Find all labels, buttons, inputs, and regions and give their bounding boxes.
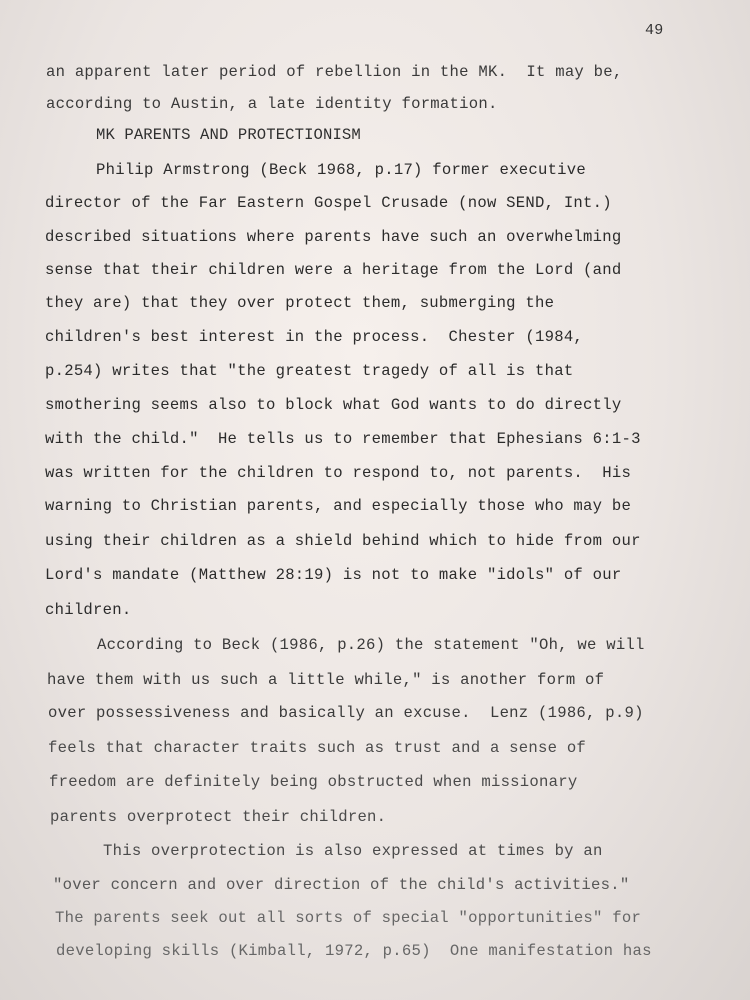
text-line: "over concern and over direction of the child's activities." <box>53 876 630 894</box>
text-line: over possessiveness and basically an excuse. Lenz (1986, p.9) <box>48 704 644 722</box>
text-line: developing skills (Kimball, 1972, p.65) One manifestation has <box>56 942 652 960</box>
text-line: This overprotection is also expressed at times by an <box>103 842 603 860</box>
text-line: children's best interest in the process. Chester (1984, <box>45 328 584 346</box>
text-line: According to Beck (1986, p.26) the statement "Oh, we will <box>97 636 645 654</box>
text-line: with the child." He tells us to remember that Ephesians 6:1-3 <box>45 430 641 448</box>
section-heading: MK PARENTS AND PROTECTIONISM <box>96 126 361 144</box>
text-line: they are) that they over protect them, submerging the <box>45 294 555 312</box>
text-line: The parents seek out all sorts of special "opportunities" for <box>55 909 642 927</box>
text-line: Lord's mandate (Matthew 28:19) is not to make "idols" of our <box>45 566 622 584</box>
text-line: was written for the children to respond to, not parents. His <box>45 464 632 482</box>
text-line: smothering seems also to block what God wants to do directly <box>45 396 622 414</box>
text-line: p.254) writes that "the greatest tragedy of all is that <box>45 362 574 380</box>
text-line: director of the Far Eastern Gospel Crusade (now SEND, Int.) <box>45 194 612 212</box>
text-line: freedom are definitely being obstructed when missionary <box>49 773 578 791</box>
text-line: according to Austin, a late identity formation. <box>46 95 498 113</box>
text-line: sense that their children were a heritage from the Lord (and <box>45 261 622 279</box>
text-line: parents overprotect their children. <box>50 808 387 826</box>
text-line: an apparent later period of rebellion in the MK. It may be, <box>46 63 623 81</box>
page-number: 49 <box>645 22 664 39</box>
text-line: described situations where parents have such an overwhelming <box>45 228 622 246</box>
text-line: warning to Christian parents, and especially those who may be <box>45 497 632 515</box>
text-line: feels that character traits such as trust and a sense of <box>48 739 587 757</box>
text-line: children. <box>45 601 132 619</box>
text-line: have them with us such a little while," is another form of <box>47 671 605 689</box>
text-line: using their children as a shield behind which to hide from our <box>45 532 641 550</box>
text-line: Philip Armstrong (Beck 1968, p.17) former executive <box>96 161 586 179</box>
